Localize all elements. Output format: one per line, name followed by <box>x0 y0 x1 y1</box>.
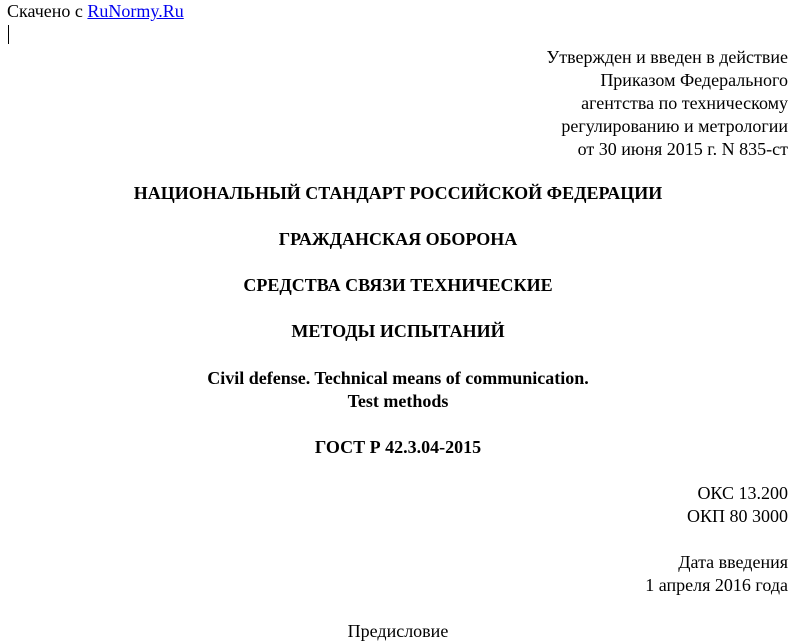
civil-defense-title: ГРАЖДАНСКАЯ ОБОРОНА <box>278 229 518 249</box>
download-source-prefix: Скачено с <box>7 1 83 21</box>
okp-code: ОКП 80 3000 <box>686 506 788 526</box>
approval-line: агентства по техническому <box>581 93 788 113</box>
approval-line: от 30 июня 2015 г. N 835-ст <box>577 139 788 159</box>
standard-title: НАЦИОНАЛЬНЫЙ СТАНДАРТ РОССИЙСКОЙ ФЕДЕРАЦИИ <box>133 183 663 203</box>
test-methods-title: МЕТОДЫ ИСПЫТАНИЙ <box>291 321 505 341</box>
oks-code: ОКС 13.200 <box>697 483 788 503</box>
technical-means-title: СРЕДСТВА СВЯЗИ ТЕХНИЧЕСКИЕ <box>243 275 553 295</box>
introduction-date-label: Дата введения <box>678 552 788 572</box>
english-title-line-1: Civil defense. Technical means of communication. <box>207 368 589 388</box>
gost-number: ГОСТ Р 42.3.04-2015 <box>314 437 482 457</box>
download-source-line <box>7 1 184 21</box>
introduction-date-value: 1 апреля 2016 года <box>645 575 788 595</box>
approval-block <box>546 46 788 161</box>
runormy-link[interactable]: RuNormy.Ru <box>87 1 184 21</box>
preface-heading: Предисловие <box>347 621 449 641</box>
approval-line: Утвержден и введен в действие <box>546 47 788 67</box>
text-cursor <box>8 25 9 44</box>
introduction-date <box>645 551 788 597</box>
english-title-line-2: Test methods <box>347 391 449 411</box>
approval-line: регулированию и метрологии <box>561 116 788 136</box>
approval-line: Приказом Федерального <box>600 70 788 90</box>
classification-codes <box>687 482 788 528</box>
